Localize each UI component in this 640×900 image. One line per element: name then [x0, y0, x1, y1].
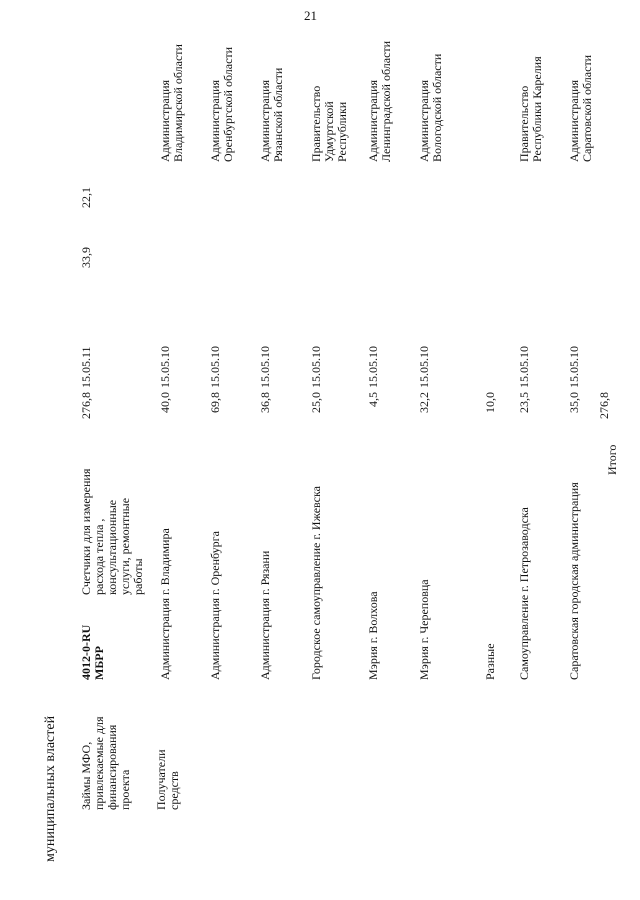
row-authority: Администрация Саратовской области — [567, 54, 594, 162]
row-amount: 40,0 — [158, 392, 172, 413]
row-date: 15.05.10 — [517, 346, 531, 388]
row-date: 15.05.10 — [258, 346, 272, 388]
header-value-b: 22,1 — [79, 187, 93, 208]
recipient-name: Разные — [483, 643, 497, 680]
recipient-name: Мэрия г. Череповца — [417, 579, 431, 680]
row-authority: Правительство Удмуртской Республики — [309, 85, 349, 162]
row-date: 15.05.10 — [417, 346, 431, 388]
header-date: 15.05.11 — [79, 346, 93, 388]
recipient-name: Администрация г. Владимира — [158, 528, 172, 680]
header-loans-label: Займы МФО, привлекаемые для финансирования проекта — [79, 716, 132, 810]
row-authority: Администрация Оренбургской области — [208, 46, 235, 162]
row-amount: 32,2 — [417, 392, 431, 413]
row-authority: Администрация Ленинградской области — [366, 40, 393, 162]
row-amount: 25,0 — [309, 392, 323, 413]
rotated-table — [30, 20, 630, 880]
header-amount: 276,8 — [79, 392, 93, 419]
row-amount: 36,8 — [258, 392, 272, 413]
total-label: Итого — [605, 444, 619, 475]
section-title: муниципальных властей — [43, 715, 58, 862]
row-authority: Правительство Республики Карелия — [517, 56, 544, 162]
row-amount: 23,5 — [517, 392, 531, 413]
row-amount: 35,0 — [567, 392, 581, 413]
recipients-label: Получатели средств — [154, 749, 181, 810]
row-amount: 4,5 — [366, 392, 380, 407]
total-amount: 276,8 — [597, 392, 611, 419]
recipient-name: Администрация г. Оренбурга — [208, 531, 222, 680]
row-amount: 69,8 — [208, 392, 222, 413]
header-value-a: 33,9 — [79, 247, 93, 268]
row-date: 15.05.10 — [567, 346, 581, 388]
recipient-name: Самоуправление г. Петрозаводска — [517, 507, 531, 680]
row-authority: Администрация Владимирской области — [158, 44, 185, 162]
recipient-name: Саратовская городская администрация — [567, 482, 581, 680]
recipient-name: Городское самоуправление г. Ижевска — [309, 486, 323, 680]
recipient-name: Администрация г. Рязани — [258, 550, 272, 680]
header-purpose: Счетчики для измерения расхода тепла , консультационные услуги, ремонтные работы — [79, 468, 145, 595]
recipient-name: Мэрия г. Волхова — [366, 591, 380, 680]
row-date: 15.05.10 — [208, 346, 222, 388]
row-authority: Администрация Рязанской области — [258, 67, 285, 162]
row-amount: 10,0 — [483, 392, 497, 413]
row-date: 15.05.10 — [158, 346, 172, 388]
loan-code: 4012-0-RU МБРР — [79, 624, 106, 680]
page-number: 21 — [304, 8, 317, 23]
row-date: 15.05.10 — [366, 346, 380, 388]
row-authority: Администрация Вологодской области — [417, 53, 444, 162]
row-date: 15.05.10 — [309, 346, 323, 388]
